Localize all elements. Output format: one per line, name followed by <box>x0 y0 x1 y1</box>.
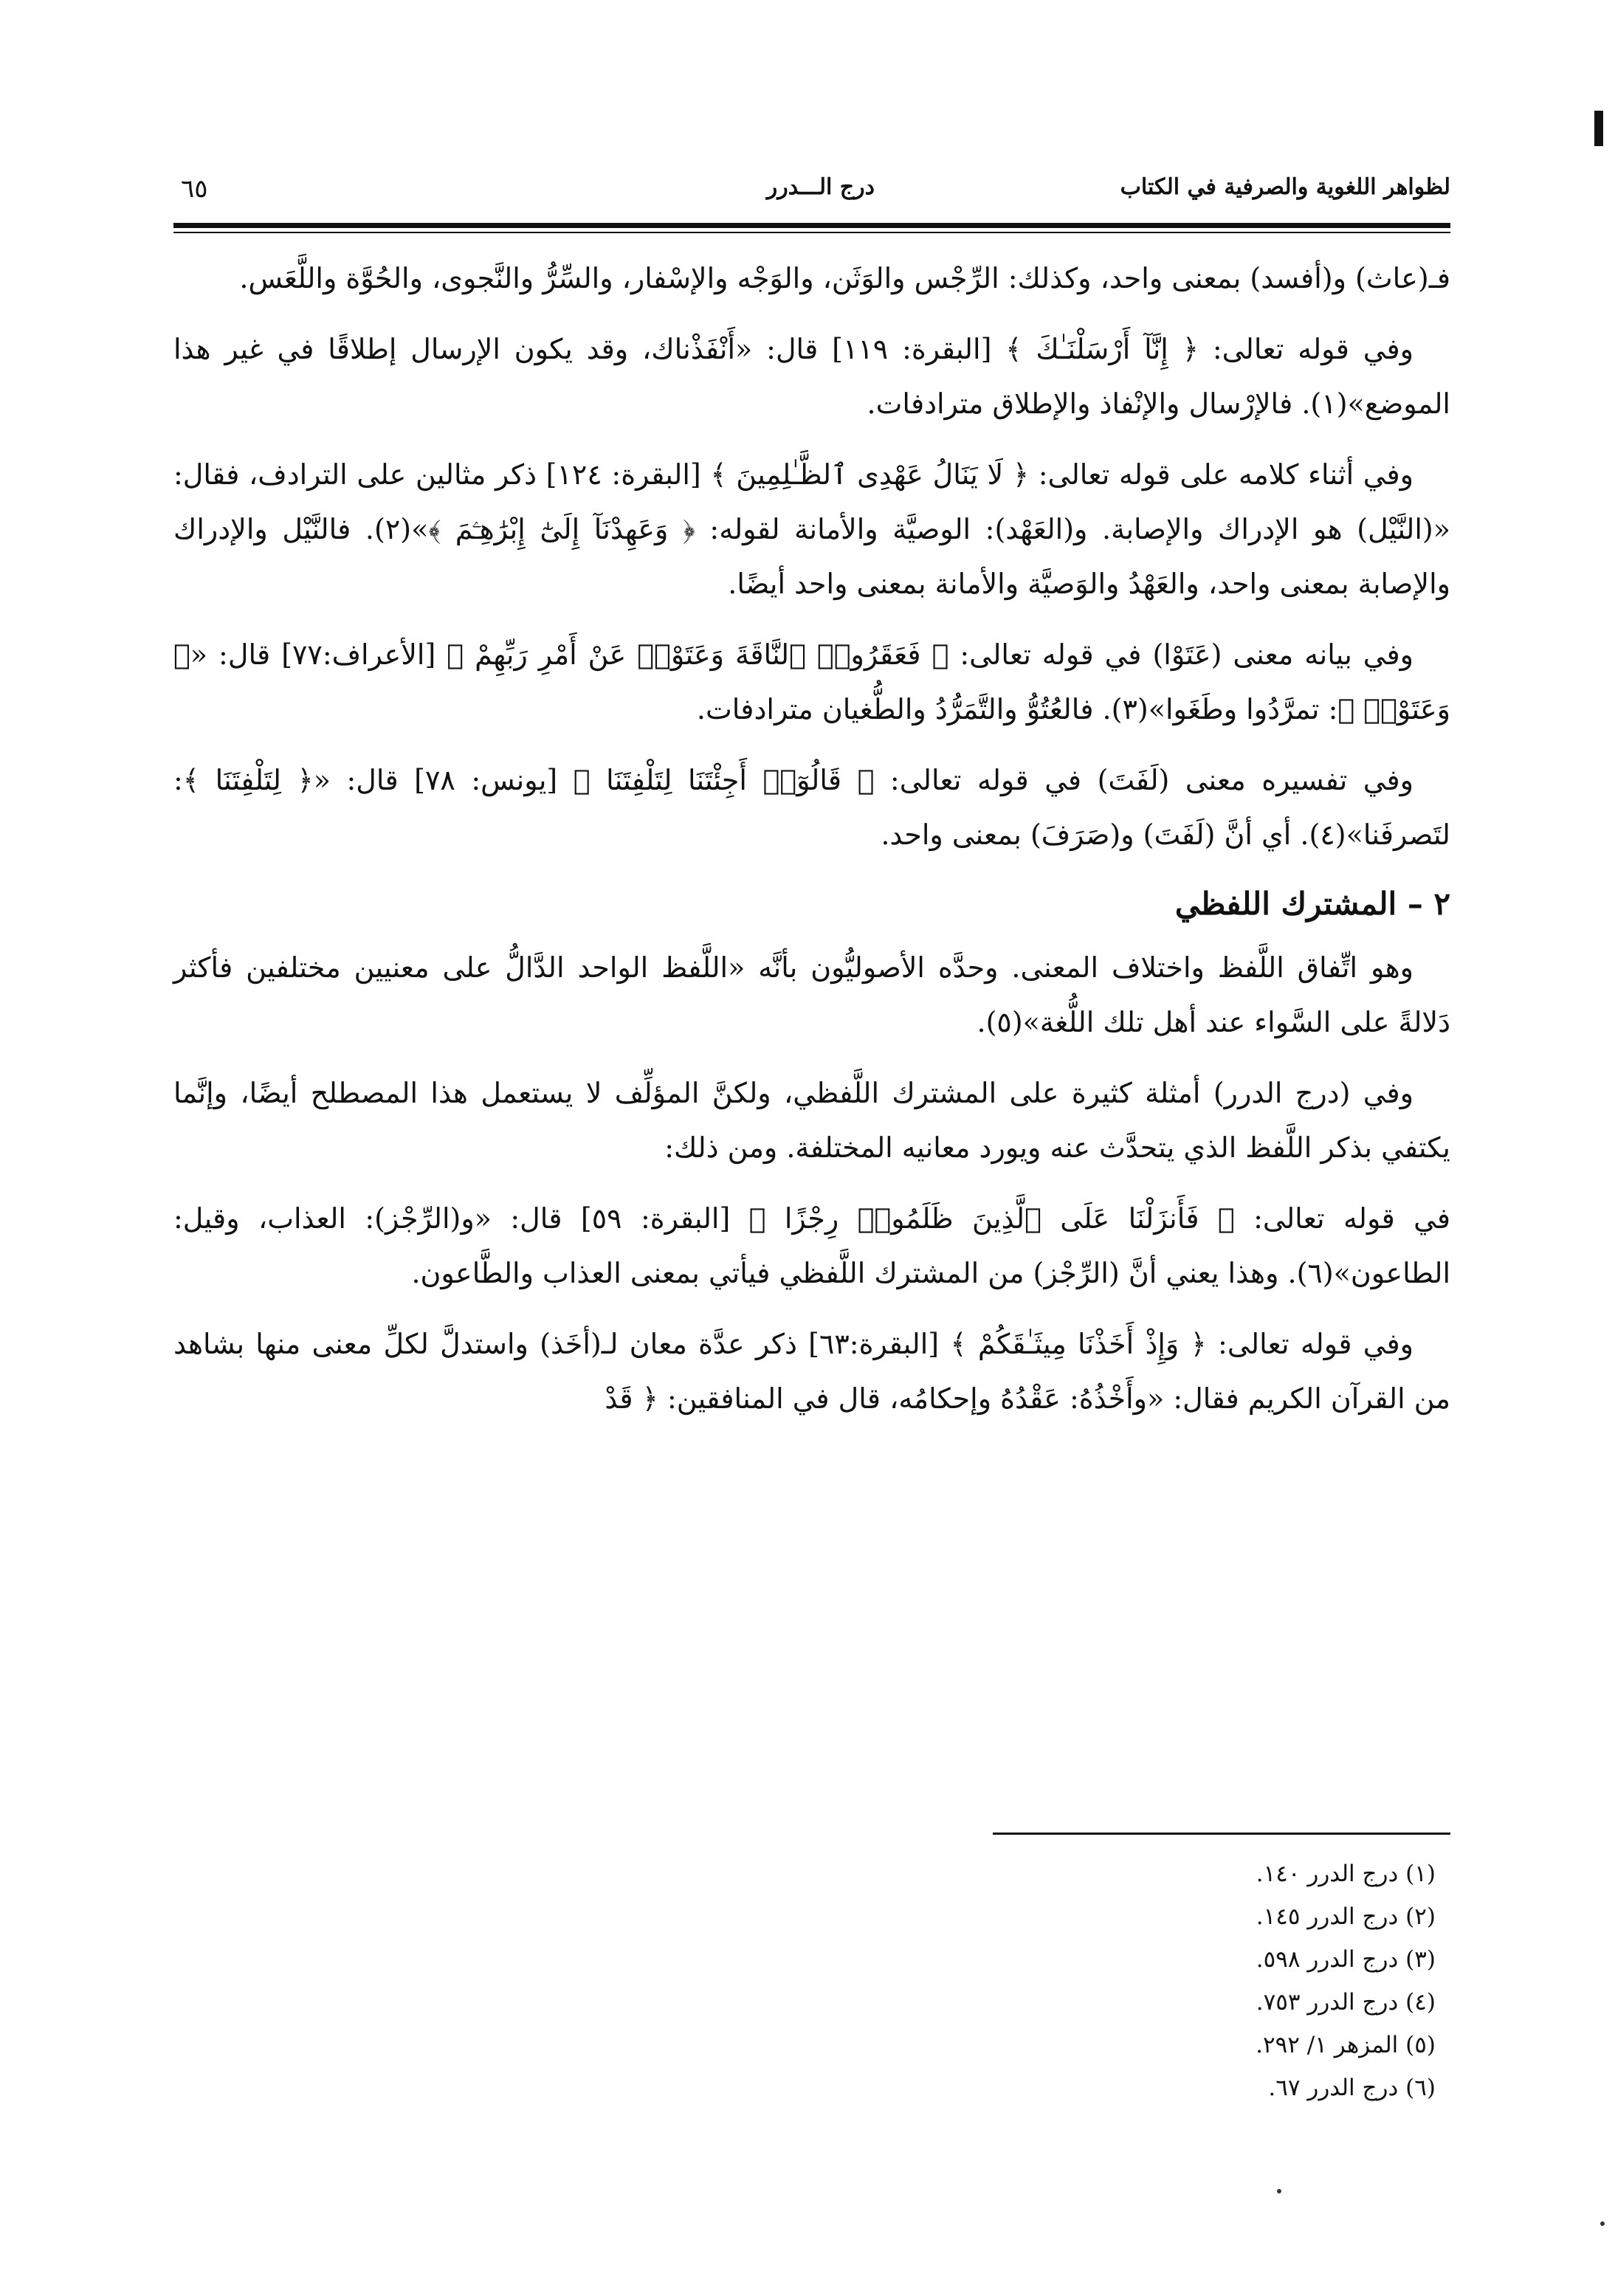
section-heading: ٢ – المشترك اللفظي <box>1174 886 1450 922</box>
footnote-rule <box>993 1833 1450 1835</box>
footnote: (٦) درج الدرر ٦٧. <box>1268 2075 1436 2101</box>
body-text <box>173 251 1450 1442</box>
footnote: (٣) درج الدرر ٥٩٨. <box>1256 1946 1436 1973</box>
paragraph: وفي قوله تعالى: ﴿ وَإِذْ أَخَذْنَا مِيثَـٰقَكُمْ ﴾ [البقرة:٦٣] ذكر عدَّة معان لـ(أخَذ) واستدلَّ لكلِّ معنى منها بشاهد من القرآن الكريم فقال: «وأَخْذُهُ: عَقْدُهُ وإحكامُه، قال في المنافقين: ﴿ قَدْ <box>173 1328 1450 1415</box>
footnote: (٢) درج الدرر ١٤٥. <box>1256 1903 1436 1930</box>
paragraph: وهو اتِّفاق اللَّفظ واختلاف المعنى. وحدَّه الأصوليُّون بأنَّه «اللَّفظ الواحد الدَّالُّ على معنيين مختلفين فأكثر دَلالةً على السَّواء عند أهل تلك اللُّغة»(٥). <box>173 951 1450 1038</box>
running-header <box>173 174 1450 218</box>
page-number: ٦٥ <box>181 174 208 204</box>
paragraph: وفي بيانه معنى (عَتَوْا) في قوله تعالى: ﴿ فَعَقَرُوا۟ ٱلنَّاقَةَ وَعَتَوْا۟ عَنْ أَمْرِ رَبِّهِمْ ﴾ [الأعراف:٧٧] قال: «﴿ وَعَتَوْا۟ ﴾: تمرَّدُوا وطَغَوا»(٣). فالعُتُوُّ والتَّمَرُّدُ والطُّغيان مترادفات. <box>173 638 1450 725</box>
paragraph: وفي (درج الدرر) أمثلة كثيرة على المشترك اللَّفظي، ولكنَّ المؤلِّف لا يستعمل هذا المصطلح أيضًا، وإنَّما يكتفي بذكر اللَّفظ الذي يتحدَّث عنه ويورد معانيه المختلفة. ومن ذلك: <box>173 1077 1450 1164</box>
scan-speck <box>1600 2221 1605 2226</box>
header-rule-thick <box>173 223 1450 228</box>
page-edge-mark <box>1594 111 1603 146</box>
footnote: (٤) درج الدرر ٧٥٣. <box>1256 1989 1436 2016</box>
scan-speck <box>1277 2189 1281 2193</box>
book-title: لظواهر اللغوية والصرفية في الكتاب <box>1120 174 1450 200</box>
footnotes <box>993 1852 1436 2109</box>
paragraph: في قوله تعالى: ﴿ فَأَنزَلْنَا عَلَى ٱلَّذِينَ ظَلَمُوا۟ رِجْزًا ﴾ [البقرة: ٥٩] قال: «و(الرِّجْز): العذاب، وقيل: الطاعون»(٦). وهذا يعني أنَّ (الرِّجْز) من المشترك اللَّفظي فيأتي بمعنى العذاب والطَّاعون. <box>173 1202 1450 1289</box>
header-rule-thin <box>173 232 1450 233</box>
footnote: (١) درج الدرر ١٤٠. <box>1256 1861 1436 1887</box>
paragraph: فـ(عاث) و(أفسد) بمعنى واحد، وكذلك: الرِّجْس والوَثَن، والوَجْه والإسْفار، والسِّرُّ والنَّجوى، والحُوَّة واللَّعَس. <box>239 262 1450 294</box>
chapter-title: درج الـــدرر <box>766 174 875 200</box>
paragraph: وفي أثناء كلامه على قوله تعالى: ﴿ لَا يَنَالُ عَهْدِى ٱلظَّـٰلِمِينَ ﴾ [البقرة: ١٢٤] ذكر مثالين على الترادف، فقال: «(النَّيْل) هو الإدراك والإصابة. و(العَهْد): الوصيَّة والأمانة لقوله: ﴿ وَعَهِدْنَآ إِلَىٰٓ إِبْرَٰهِـۧمَ ﴾»(٢). فالنَّيْل والإدراك والإصابة بمعنى واحد، والعَهْدُ والوَصيَّة والأمانة بمعنى واحد أيضًا. <box>173 458 1450 600</box>
footnote: (٥) المزهر ١/ ٢٩٢. <box>1256 2032 1436 2058</box>
paragraph: وفي تفسيره معنى (لَفَتَ) في قوله تعالى: ﴿ قَالُوٓا۟ أَجِئْتَنَا لِتَلْفِتَنَا ﴾ [يونس: ٧٨] قال: «﴿ لِتَلْفِتَنَا ﴾: لتَصرفَنا»(٤). أي أنَّ (لَفَتَ) و(صَرَفَ) بمعنى واحد. <box>173 764 1450 851</box>
paragraph: وفي قوله تعالى: ﴿ إِنَّآ أَرْسَلْنَـٰكَ ﴾ [البقرة: ١١٩] قال: «أَنْفَذْناك، وقد يكون الإرسال إطلاقًا في غير هذا الموضع»(١). فالإرْسال والإنْفاذ والإطلاق مترادفات. <box>173 333 1450 420</box>
